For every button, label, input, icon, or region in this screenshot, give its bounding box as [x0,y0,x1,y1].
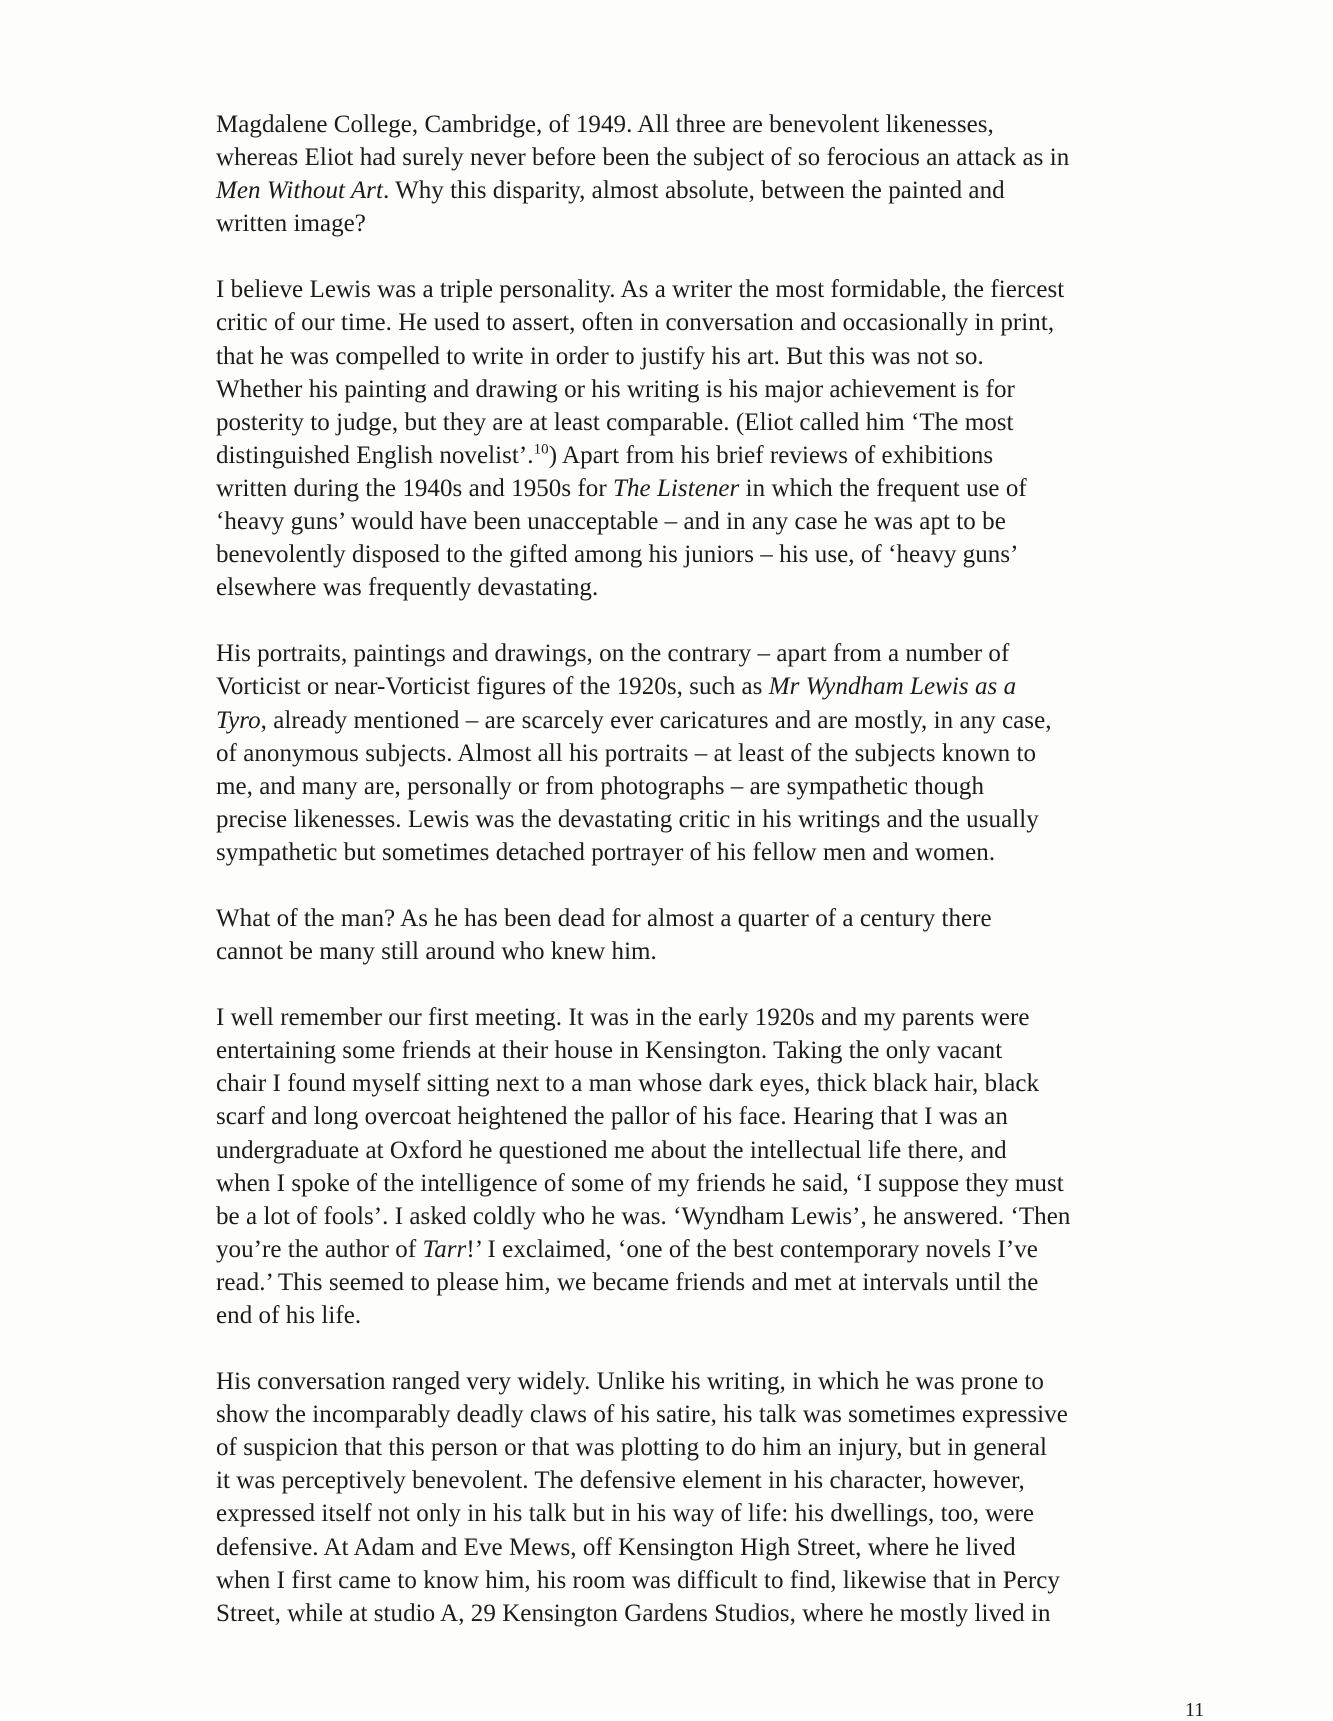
paragraph [216,273,1201,604]
text-line [216,1067,1201,1100]
text-run: benevolently disposed to the gifted among his juniors – his use, of ‘heavy guns’ [216,541,1019,569]
italic-title: The Listener [613,474,740,502]
text-run: I well remember our first meeting. It was in the early 1920s and my parents were [216,1004,1030,1032]
text-line [216,373,1201,406]
text-line [216,1100,1201,1133]
text-run: Whether his painting and drawing or his writing is his major achievement is for [216,375,1015,403]
text-line [216,141,1201,174]
text-run: show the incomparably deadly claws of his satire, his talk was sometimes expressive [216,1401,1068,1429]
text-line [216,770,1201,803]
text-line [216,273,1201,306]
text-run: Magdalene College, Cambridge, of 1949. All three are benevolent likenesses, [216,111,994,138]
text-line [216,1299,1201,1332]
text-run: elsewhere was frequently devastating. [216,574,599,602]
text-run: it was perceptively benevolent. The defensive element in his character, however, [216,1467,1025,1495]
text-run: posterity to judge, but they are at least comparable. (Eliot called him ‘The most [216,408,1014,436]
text-line [216,1134,1201,1167]
text-run: His conversation ranged very widely. Unlike his writing, in which he was prone to [216,1368,1044,1396]
paragraph [216,637,1201,869]
text-run: me, and many are, personally or from photographs – are sympathetic though [216,772,985,800]
text-line [216,1497,1201,1530]
text-line [216,737,1201,770]
text-line [216,1365,1201,1398]
text-line [216,1167,1201,1200]
paragraph [216,1001,1201,1332]
italic-title: Men Without Art [216,177,383,205]
text-line [216,538,1201,571]
page-number: 11 [1185,1699,1205,1721]
text-line [216,108,1201,141]
text-run: Street, while at studio A, 29 Kensington Gardens Studios, where he mostly lived in [216,1599,1051,1627]
text-line [216,472,1201,505]
text-line [216,935,1201,968]
text-line [216,704,1201,737]
text-run: What of the man? As he has been dead for almost a quarter of a century there [216,904,992,932]
text-run: . Why this disparity, almost absolute, between the painted and [382,177,1005,205]
text-line [216,1398,1201,1431]
text-run: defensive. At Adam and Eve Mews, off Kensington High Street, where he lived [216,1533,1016,1561]
text-line [216,439,1201,472]
text-run: precise likenesses. Lewis was the devastating critic in his writings and the usually [216,805,1039,833]
text-run: of anonymous subjects. Almost all his portraits – at least of the subjects known to [216,739,1037,767]
text-run: ) Apart from his brief reviews of exhibitions [548,441,994,469]
text-line [216,902,1201,935]
text-run: ‘heavy guns’ would have been unacceptable – and in any case he was apt to be [216,508,1006,536]
text-run: sympathetic but sometimes detached portrayer of his fellow men and women. [216,838,996,866]
text-line [216,406,1201,439]
text-line [216,836,1201,869]
text-line [216,1001,1201,1034]
text-run: chair I found myself sitting next to a man whose dark eyes, thick black hair, black [216,1070,1040,1098]
text-line [216,306,1201,339]
text-run: be a lot of fools’. I asked coldly who he was. ‘Wyndham Lewis’, he answered. ‘Then [216,1202,1071,1230]
text-run: critic of our time. He used to assert, often in conversation and occasionally in print, [216,309,1055,337]
text-line [216,505,1201,538]
text-line [216,1464,1201,1497]
text-run: !’ I exclaimed, ‘one of the best contemporary novels I’ve [466,1235,1038,1263]
footnote-ref: 10 [533,441,549,458]
text-run: you’re the author of [216,1235,423,1263]
text-run: written during the 1940s and 1950s for [216,474,614,502]
italic-title: Mr Wyndham Lewis as a [768,673,1017,701]
text-run: of suspicion that this person or that was plotting to do him an injury, but in general [216,1434,1048,1462]
text-run: read.’ This seemed to please him, we became friends and met at intervals until the [216,1268,1039,1296]
italic-title: Tarr [422,1235,467,1263]
paragraph [216,108,1201,240]
text-run: undergraduate at Oxford he questioned me about the intellectual life there, and [216,1136,1007,1164]
text-line [216,1597,1201,1630]
text-run: I believe Lewis was a triple personality. As a writer the most formidable, the fiercest [216,276,1065,304]
text-run: His portraits, paintings and drawings, on the contrary – apart from a number of [216,640,1010,668]
text-line [216,571,1201,604]
text-line [216,174,1201,207]
text-line [216,1233,1201,1266]
italic-title: Tyro [216,706,261,734]
text-line [216,1564,1201,1597]
paragraph [216,902,1201,968]
text-run: in which the frequent use of [739,474,1027,502]
text-run: Vorticist or near-Vorticist figures of the 1920s, such as [216,673,769,701]
text-run: cannot be many still around who knew him. [216,938,657,966]
text-run: , already mentioned – are scarcely ever caricatures and are mostly, in any case, [260,706,1052,734]
text-run: when I spoke of the intelligence of some of my friends he said, ‘I suppose they must [216,1169,1064,1197]
text-run: that he was compelled to write in order to justify his art. But this was not so. [216,342,984,370]
text-line [216,1034,1201,1067]
text-line [216,637,1201,670]
text-run: written image? [216,210,366,238]
text-line [216,1200,1201,1233]
text-run: end of his life. [216,1302,362,1329]
text-line [216,670,1201,703]
text-run: whereas Eliot had surely never before been the subject of so ferocious an attack as in [216,144,1070,172]
text-line [216,1531,1201,1564]
text-line [216,207,1201,240]
text-run: entertaining some friends at their house in Kensington. Taking the only vacant [216,1037,1003,1065]
text-line [216,803,1201,836]
text-run: when I first came to know him, his room was difficult to find, likewise that in Percy [216,1566,1060,1594]
text-line [216,1431,1201,1464]
body-text [216,108,1201,1663]
text-line [216,340,1201,373]
paragraph [216,1365,1201,1630]
text-run: distinguished English novelist’. [216,441,534,469]
text-run: expressed itself not only in his talk but in his way of life: his dwellings, too, were [216,1500,1035,1528]
text-run: scarf and long overcoat heightened the pallor of his face. Hearing that I was an [216,1103,1008,1131]
text-line [216,1266,1201,1299]
